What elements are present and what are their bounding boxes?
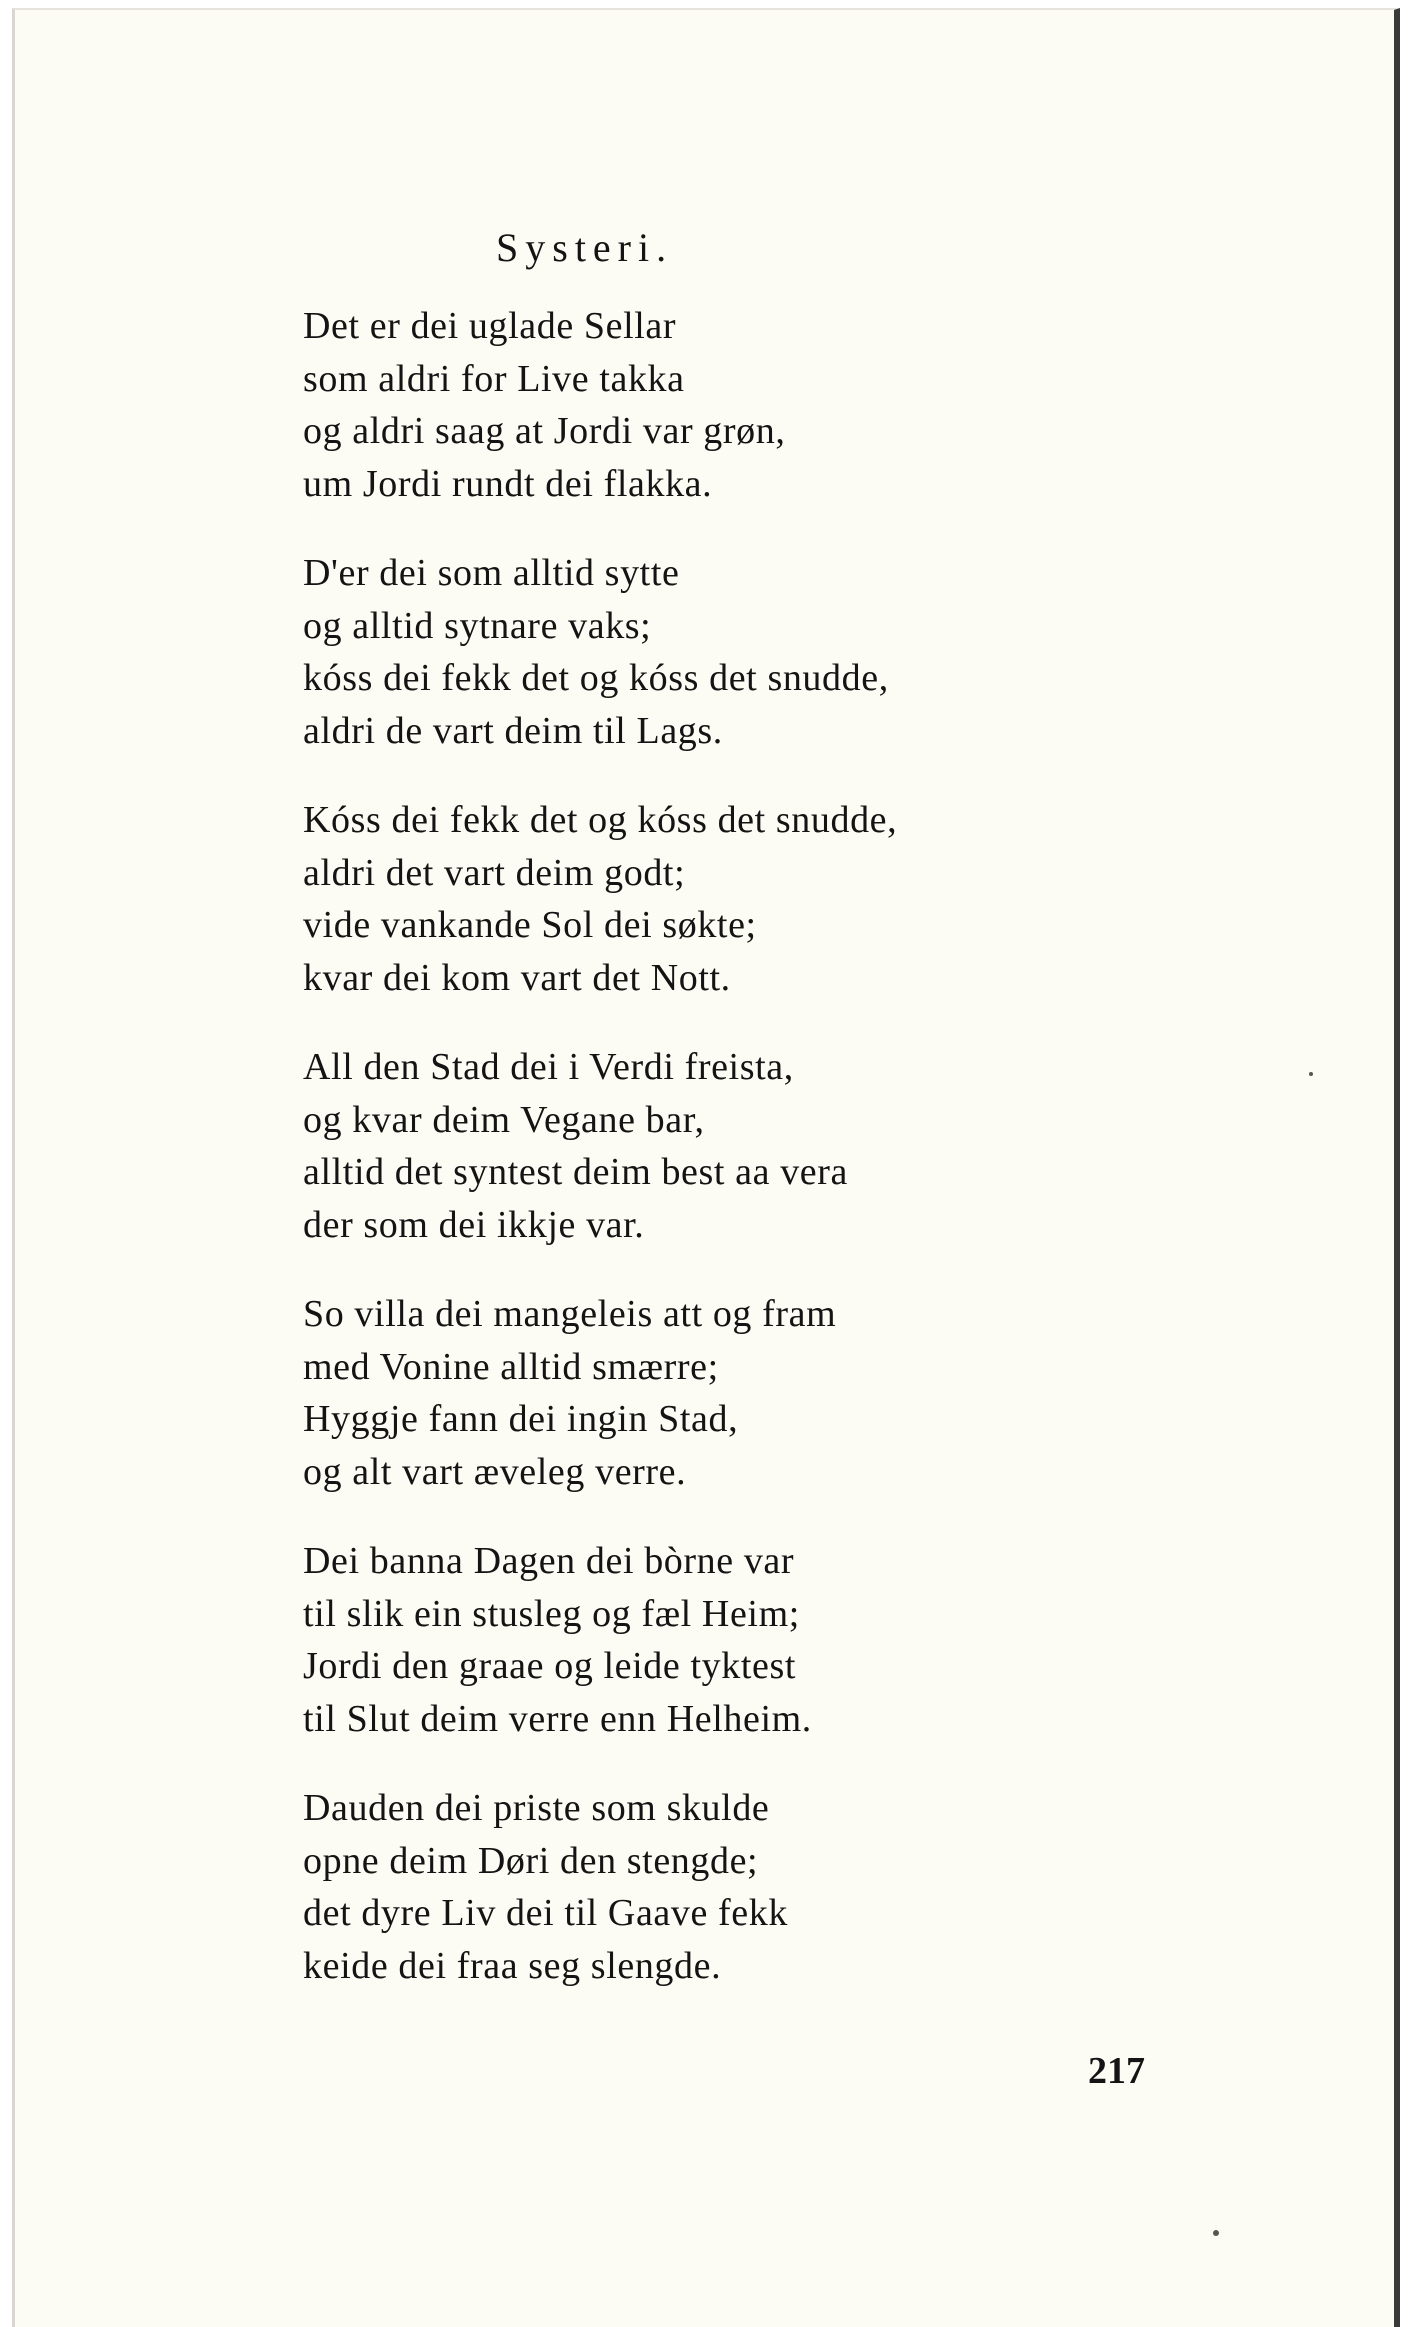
poem-line: som aldri for Live takka (303, 357, 685, 400)
paper-speck (1309, 1072, 1313, 1076)
stanza-6 (303, 1535, 1203, 1745)
poem-line: Hyggje fann dei ingin Stad, (303, 1398, 739, 1440)
poem-line: vide vankande Sol dei søkte; (303, 904, 757, 946)
poem-line: keide dei fraa seg slengde. (303, 1944, 722, 1987)
poem-title: Systeri. (496, 225, 674, 270)
stanza-3 (303, 794, 1203, 1004)
poem (303, 222, 1203, 2029)
poem-line: kvar dei kom vart det Nott. (303, 956, 731, 999)
stanza-1 (303, 300, 1203, 510)
poem-line: opne deim Døri den stengde; (303, 1839, 759, 1882)
poem-line: D'er dei som alltid sytte (303, 552, 680, 594)
book-page (12, 8, 1400, 2327)
poem-line: So villa dei mangeleis att og fram (303, 1293, 837, 1335)
poem-line: det dyre Liv dei til Gaave fekk (303, 1892, 788, 1934)
poem-line: Jordi den graae og leide tyktest (303, 1645, 796, 1687)
poem-line: med Vonine alltid smærre; (303, 1345, 719, 1388)
poem-line: til slik ein stusleg og fæl Heim; (303, 1592, 800, 1635)
poem-line: kóss dei fekk det og kóss det snudde, (303, 657, 889, 699)
poem-line: og alt vart æveleg verre. (303, 1450, 687, 1493)
poem-line: Dei banna Dagen dei bòrne var (303, 1540, 795, 1582)
poem-line: All den Stad dei i Verdi freista, (303, 1046, 794, 1088)
poem-line: um Jordi rundt dei flakka. (303, 462, 713, 505)
stanza-5 (303, 1288, 1203, 1498)
poem-line: aldri det vart deim godt; (303, 851, 686, 894)
poem-line: og kvar deim Vegane bar, (303, 1098, 705, 1141)
poem-line: og aldri saag at Jordi var grøn, (303, 410, 786, 452)
poem-line: Dauden dei priste som skulde (303, 1787, 770, 1829)
page-number: 217 (1088, 2050, 1145, 2092)
stanza-4 (303, 1041, 1203, 1251)
poem-line: Kóss dei fekk det og kóss det snudde, (303, 799, 898, 841)
stanza-2 (303, 547, 1203, 757)
poem-line: der som dei ikkje var. (303, 1203, 645, 1246)
paper-speck (1213, 2230, 1219, 2236)
poem-line: aldri de vart deim til Lags. (303, 709, 723, 752)
poem-line: og alltid sytnare vaks; (303, 604, 652, 647)
stanza-7 (303, 1782, 1203, 1992)
poem-line: alltid det syntest deim best aa vera (303, 1151, 848, 1193)
poem-line: til Slut deim verre enn Helheim. (303, 1697, 812, 1740)
poem-line: Det er dei uglade Sellar (303, 305, 677, 347)
